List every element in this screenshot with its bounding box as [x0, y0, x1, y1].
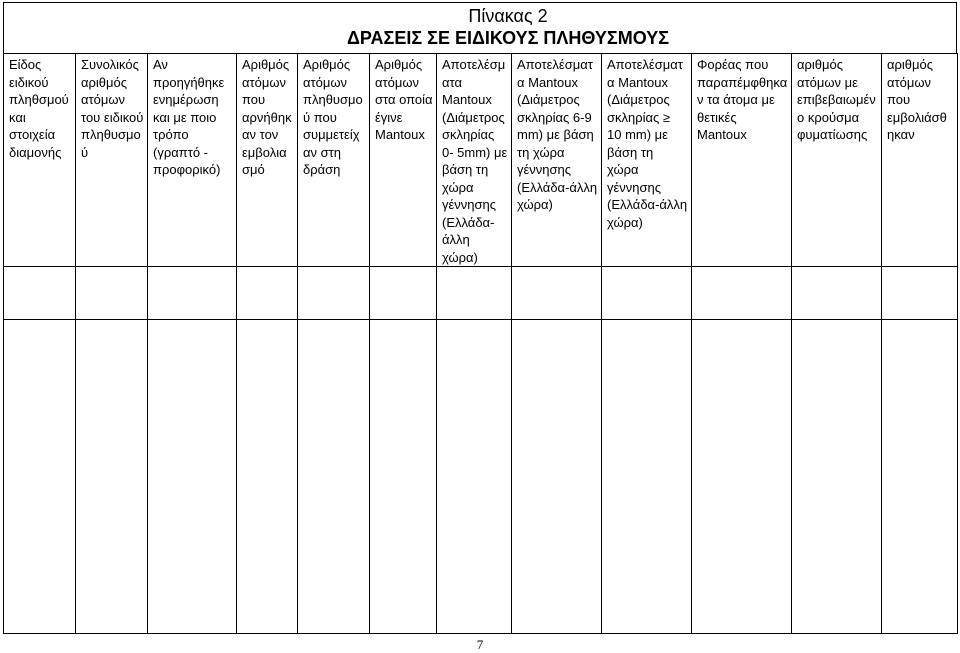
table-cell[interactable] — [237, 267, 298, 320]
header-cell: Αποτελέσματα Mantoux (Διάμετρος σκληρίας 6-9 mm) με βάση τη χώρα γέννησης (Ελλάδα-άλλη χώρα) — [512, 54, 602, 267]
table-cell[interactable] — [437, 320, 512, 634]
table-cell[interactable] — [237, 320, 298, 634]
header-cell: αριθμός ατόμων που εμβολιάσθηκαν — [882, 54, 958, 267]
table-cell[interactable] — [76, 320, 148, 634]
header-cell: Συνολικός αριθμός ατόμων του ειδικού πληθυσμού — [76, 54, 148, 267]
table-cell[interactable] — [370, 267, 437, 320]
header-cell: Φορέας που παραπέμφθηκαν τα άτομα με θετικές Mantoux — [692, 54, 792, 267]
table-cell[interactable] — [602, 267, 692, 320]
table-cell[interactable] — [512, 267, 602, 320]
table-heading: ΔΡΑΣΕΙΣ ΣΕ ΕΙΔΙΚΟΥΣ ΠΛΗΘΥΣΜΟΥΣ — [346, 28, 670, 48]
table-cell[interactable] — [298, 320, 370, 634]
table-cell[interactable] — [692, 267, 792, 320]
table-cell[interactable] — [882, 267, 958, 320]
header-cell: Αριθμός ατόμων πληθυσμού που συμμετείχαν στη δράση — [298, 54, 370, 267]
table-title — [303, 5, 713, 49]
header-cell: Αριθμός ατόμων που αρνήθηκαν τον εμβολιασμό — [237, 54, 298, 267]
table-row — [4, 320, 958, 634]
table-cell[interactable] — [792, 267, 882, 320]
table-cell[interactable] — [148, 267, 237, 320]
table-cell[interactable] — [4, 320, 76, 634]
table-cell[interactable] — [512, 320, 602, 634]
header-cell: Αποτελέσματα Mantoux (Διάμετρος σκληρίας ≥ 10 mm) με βάση τη χώρα γέννησης (Ελλάδα-άλλη χώρα) — [602, 54, 692, 267]
table-cell[interactable] — [4, 267, 76, 320]
table-cell[interactable] — [370, 320, 437, 634]
header-cell: Είδος ειδικού πληθσμού και στοιχεία διαμονής — [4, 54, 76, 267]
header-cell: Αν προηγήθηκε ενημέρωση και με ποιο τρόπο (γραπτό - προφορικό) — [148, 54, 237, 267]
header-cell: Αποτελέσματα Mantoux (Διάμετρος σκληρίας 0- 5mm) με βάση τη χώρα γέννησης (Ελλάδα-άλλη χώρα) — [437, 54, 512, 267]
table-cell[interactable] — [692, 320, 792, 634]
table-cell[interactable] — [882, 320, 958, 634]
table-number: Πίνακας 2 — [468, 6, 548, 26]
table-cell[interactable] — [76, 267, 148, 320]
page-number: 7 — [476, 637, 484, 652]
table-row — [4, 267, 958, 320]
table-cell[interactable] — [602, 320, 692, 634]
table-cell[interactable] — [148, 320, 237, 634]
table-cell[interactable] — [298, 267, 370, 320]
actions-table — [3, 53, 958, 634]
header-cell: Αριθμός ατόμων στα οποία έγινε Mantoux — [370, 54, 437, 267]
header-cell: αριθμός ατόμων με επιβεβαιωμένο κρούσμα φυματίωσης — [792, 54, 882, 267]
table-cell[interactable] — [792, 320, 882, 634]
header-row — [4, 54, 958, 267]
table-cell[interactable] — [437, 267, 512, 320]
